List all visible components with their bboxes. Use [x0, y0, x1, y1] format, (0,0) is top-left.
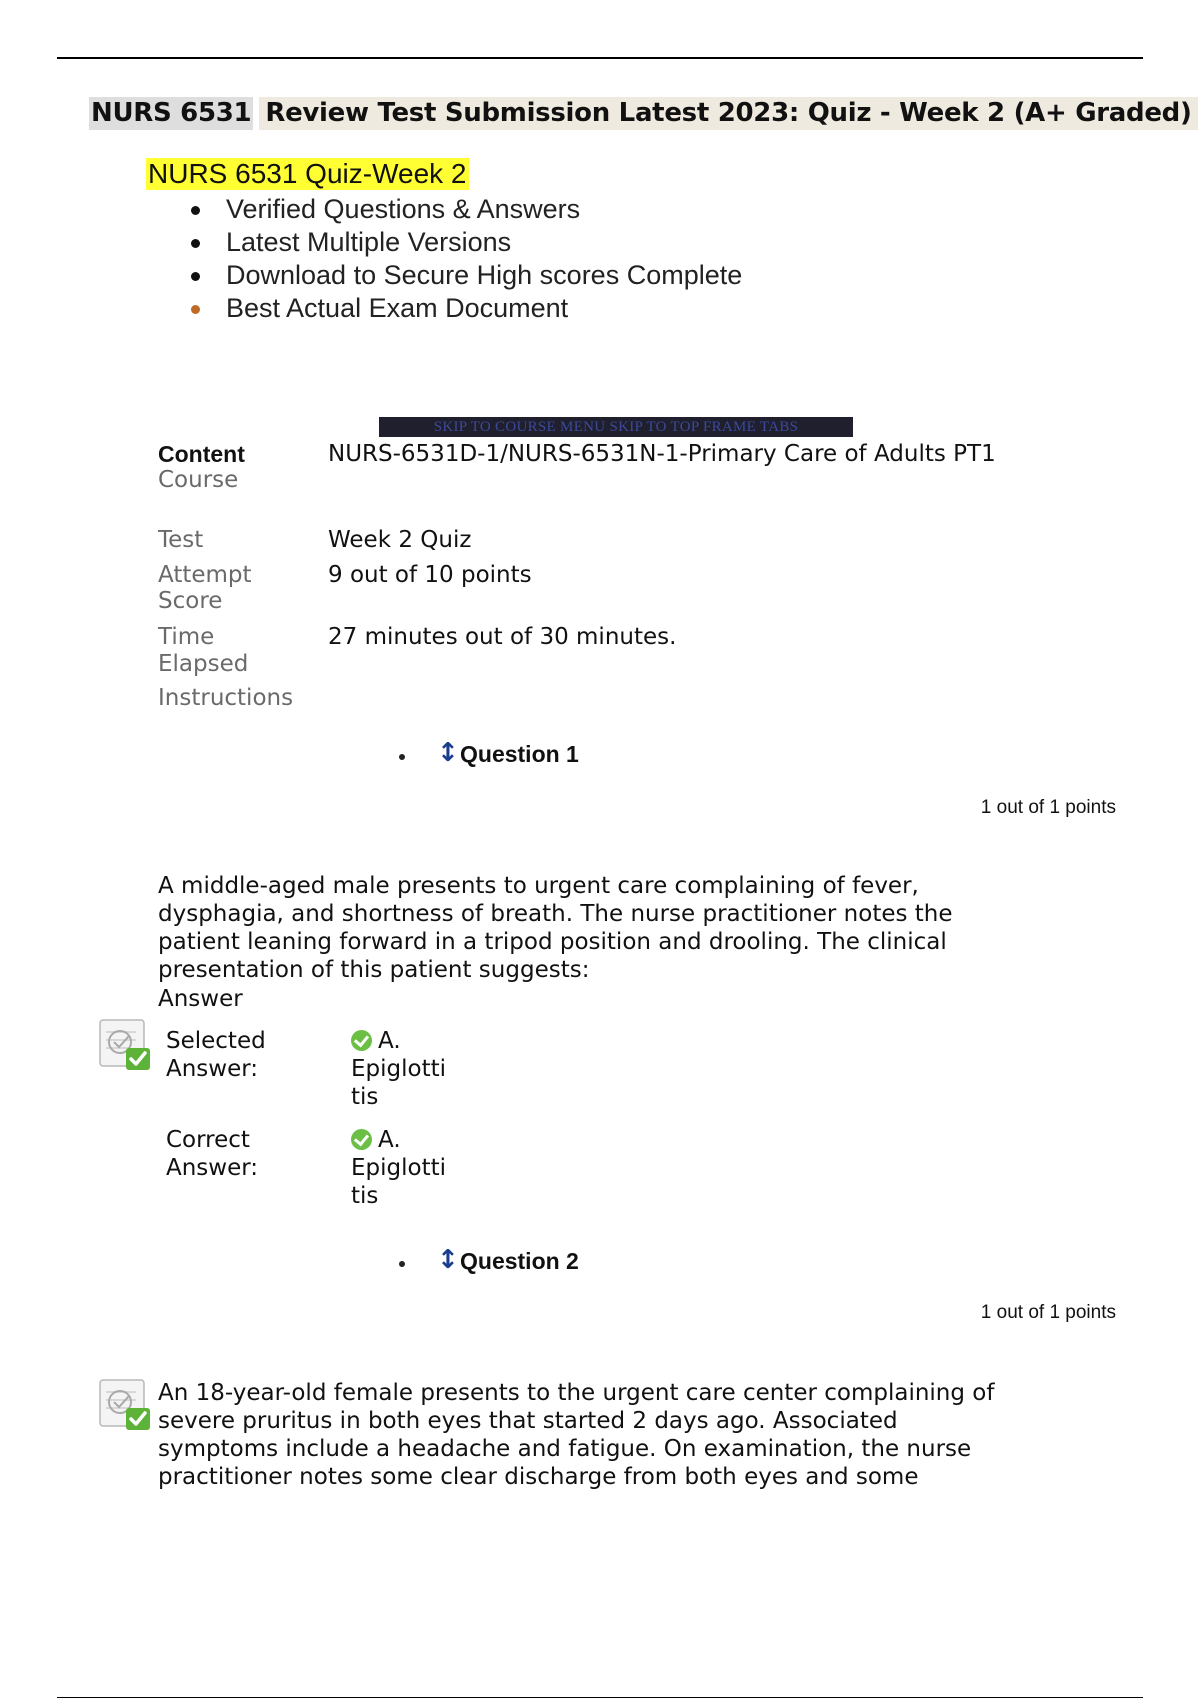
- feature-item: Verified Questions & Answers: [180, 193, 742, 226]
- instructions-label: Instructions: [158, 685, 294, 711]
- selected-answer-label: Selected Answer:: [166, 1028, 266, 1082]
- selected-answer-value: A. Epiglotti tis: [351, 1028, 447, 1110]
- attempt-score-value: 9 out of 10 points: [328, 562, 532, 588]
- question-2-points: 1 out of 1 points: [980, 1302, 1116, 1323]
- question-2-title: Question 2: [460, 1248, 579, 1274]
- top-rule: [57, 57, 1143, 59]
- skip-navigation-links[interactable]: SKIP TO COURSE MENU SKIP TO TOP FRAME TABS: [379, 417, 853, 437]
- question-1-text: A middle-aged male presents to urgent care complaining of fever, dysphagia, and shortness of breath. The nurse practitioner notes the patient leaning forward in a tripod position and drooling. The clinical presentation of this patient suggests:: [158, 873, 953, 983]
- quiz-subheading: NURS 6531 Quiz-Week 2: [148, 158, 467, 189]
- document-heading: [89, 98, 1198, 128]
- time-label: Time: [158, 624, 215, 650]
- question-bullet-icon: [399, 1261, 405, 1267]
- content-label: Content: [158, 441, 245, 467]
- course-value: NURS-6531D-1/NURS-6531N-1-Primary Care of Adults PT1: [328, 441, 996, 467]
- reorder-arrow-icon[interactable]: ↕: [437, 738, 459, 768]
- test-label: Test: [158, 527, 204, 553]
- feature-item: Latest Multiple Versions: [180, 226, 742, 259]
- test-value: Week 2 Quiz: [328, 527, 472, 553]
- bullet-icon: [191, 206, 200, 215]
- answer-heading: Answer: [158, 986, 243, 1012]
- question-bullet-icon: [399, 754, 405, 760]
- bullet-icon: [191, 272, 200, 281]
- question-1-points: 1 out of 1 points: [980, 797, 1116, 818]
- time-elapsed-value: 27 minutes out of 30 minutes.: [328, 624, 677, 650]
- bullet-icon: [191, 305, 200, 314]
- correct-tick-icon: [351, 1129, 372, 1150]
- heading-title: Review Test Submission Latest 2023: Quiz - Week 2 (A+ Graded): [259, 97, 1197, 130]
- feature-item: Download to Secure High scores Complete: [180, 259, 742, 292]
- course-label: Course: [158, 467, 239, 493]
- bullet-icon: [191, 239, 200, 248]
- attempt-label: Attempt: [158, 562, 252, 588]
- score-label: Score: [158, 588, 223, 614]
- question-1-title: Question 1: [460, 741, 579, 767]
- reorder-arrow-icon[interactable]: ↕: [437, 1245, 459, 1275]
- correct-tick-icon: [351, 1030, 372, 1051]
- correct-check-icon: [98, 1378, 154, 1434]
- correct-answer-value: A. Epiglotti tis: [351, 1127, 447, 1209]
- correct-check-icon: [98, 1018, 154, 1074]
- heading-course-code: NURS 6531: [91, 98, 252, 128]
- elapsed-label: Elapsed: [158, 651, 249, 677]
- bottom-rule: [57, 1697, 1143, 1698]
- feature-item: Best Actual Exam Document: [180, 292, 742, 325]
- feature-list: [180, 193, 742, 325]
- question-2-text: An 18-year-old female presents to the urgent care center complaining of severe pruritus in both eyes that started 2 days ago. Associated symptoms include a headache and fatigue. On examination, the nurse practitioner notes some clear discharge from both eyes and some: [158, 1380, 995, 1490]
- correct-answer-label: Correct Answer:: [166, 1127, 259, 1181]
